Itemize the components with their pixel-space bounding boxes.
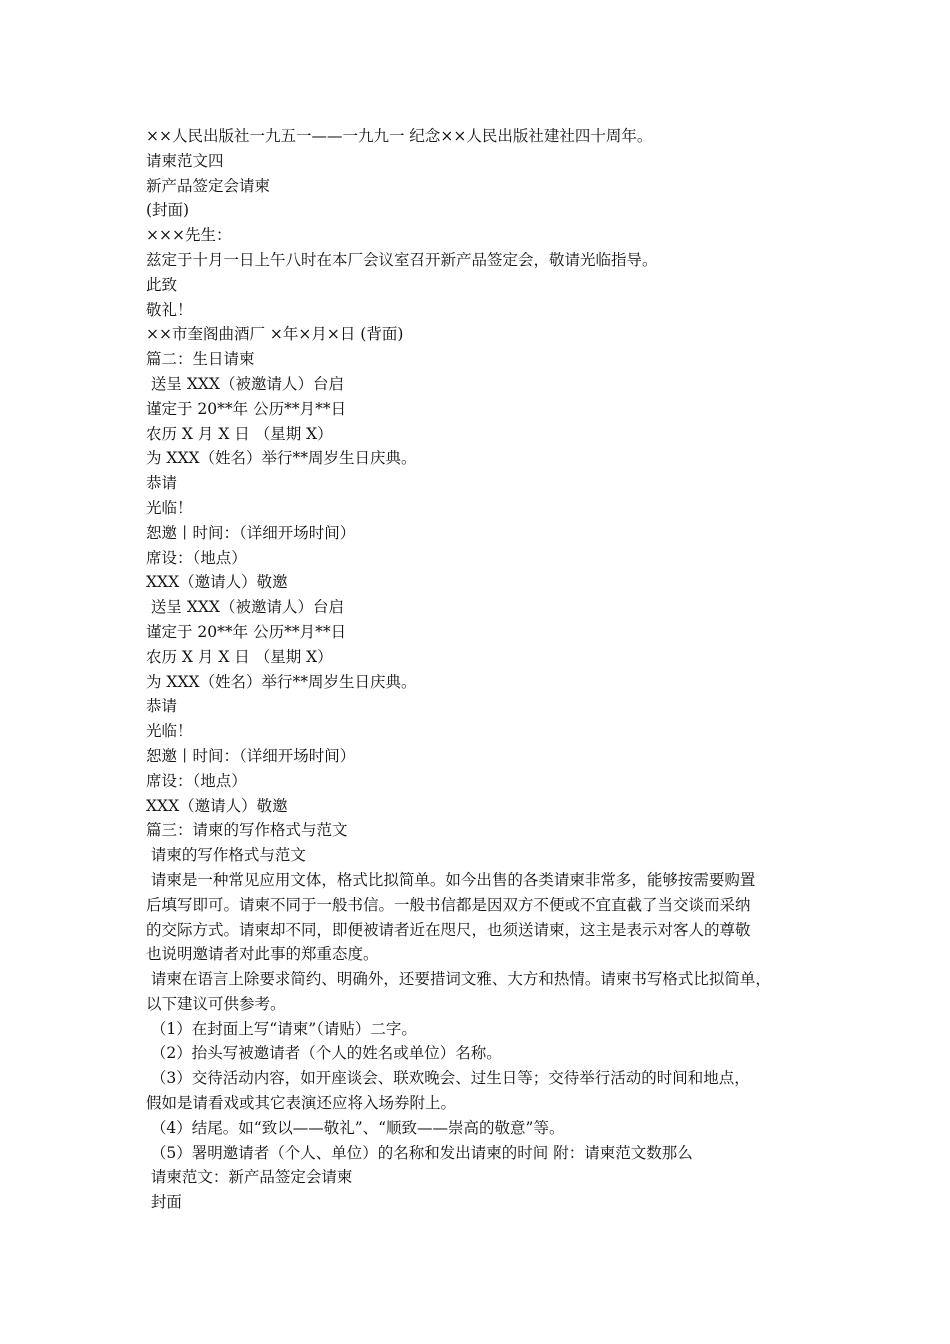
salutation: ×××先生： [146, 226, 232, 245]
text-line: 席设：（地点） [146, 771, 247, 790]
text-line: ××市奎阁曲酒厂 ×年×月×日 (背面) [146, 325, 404, 344]
text-line: 为 XXX（姓名）举行**周岁生日庆典。 [146, 672, 417, 691]
text-line: 兹定于十月一日上午八时在本厂会议室召开新产品签定会，敬请光临指导。 [146, 250, 658, 269]
text-line: 农历 X 月 X 日 （星期 X） [146, 647, 333, 666]
paragraph-line: 后填写即可。请柬不同于一般书信。一般书信都是因双方不便或不宜直截了当交谈而采纳 [146, 895, 751, 914]
text-line: 光临！ [146, 498, 193, 517]
text-line: XXX（邀请人）敬邀 [146, 573, 288, 592]
list-item: （5）署明邀请者（个人、单位）的名称和发出请柬的时间 附：请柬范文数那么 [146, 1143, 693, 1162]
text-line: 光临！ [146, 722, 193, 741]
text-line: 恕邀丨时间：（详细开场时间） [146, 746, 356, 765]
list-item: （3）交待活动内容，如开座谈会、联欢晚会、过生日等；交待举行活动的时间和地点， [146, 1069, 750, 1088]
list-item-continuation: 假如是请看戏或其它表演还应将入场券附上。 [146, 1094, 457, 1113]
text-line: XXX（邀请人）敬邀 [146, 796, 288, 815]
document-body [146, 124, 826, 1215]
section-heading: 请柬范文四 [146, 151, 224, 170]
text-line: 送呈 XXX（被邀请人）台启 [146, 598, 344, 617]
paragraph-line: 请柬在语言上除要求简约、明确外，还要措词文雅、大方和热情。请柬书写格式比拟简单， [146, 970, 771, 989]
paragraph-line: 以下建议可供参考。 [146, 994, 286, 1013]
paragraph-line: 请柬是一种常见应用文体，格式比拟简单。如今出售的各类请柬非常多，能够按需要购置 [146, 870, 756, 889]
text-line: 此致 [146, 275, 178, 294]
text-line: 农历 X 月 X 日 （星期 X） [146, 424, 333, 443]
invitation-title: 新产品签定会请柬 [146, 176, 271, 195]
text-line: 恭请 [146, 474, 178, 493]
text-line: 恕邀丨时间：（详细开场时间） [146, 523, 356, 542]
paragraph-line: 的交际方式。请柬却不同，即便被请者近在咫尺，也须送请柬，这主是表示对客人的尊敬 [146, 920, 751, 939]
section-heading: 篇三：请柬的写作格式与范文 [146, 821, 348, 840]
section-heading: 篇二：生日请柬 [146, 350, 255, 369]
text-line: 请柬范文：新产品签定会请柬 [146, 1168, 353, 1187]
text-line: 为 XXX（姓名）举行**周岁生日庆典。 [146, 449, 417, 468]
text-line: 敬礼！ [146, 300, 193, 319]
list-item: （1）在封面上写“请柬”（请贴）二字。 [146, 1019, 417, 1038]
text-line: 谨定于 20**年 公历**月**日 [146, 622, 347, 641]
text-line: 席设：（地点） [146, 548, 247, 567]
text-line: 封面 [146, 1193, 182, 1212]
text-line: 送呈 XXX（被邀请人）台启 [146, 374, 344, 393]
paragraph-line: 也说明邀请者对此事的郑重态度。 [146, 945, 379, 964]
subsection-heading: 请柬的写作格式与范文 [146, 846, 306, 865]
list-item: （4）结尾。如“致以——敬礼”、“顺致——崇高的敬意”等。 [146, 1118, 565, 1137]
text-line: ××人民出版社一九五一——一九九一 纪念××人民出版社建社四十周年。 [146, 127, 653, 145]
text-line: (封面) [146, 201, 190, 220]
text-line: 恭请 [146, 697, 178, 716]
list-item: （2）抬头写被邀请者（个人的姓名或单位）名称。 [146, 1044, 502, 1063]
text-line: 谨定于 20**年 公历**月**日 [146, 399, 347, 418]
